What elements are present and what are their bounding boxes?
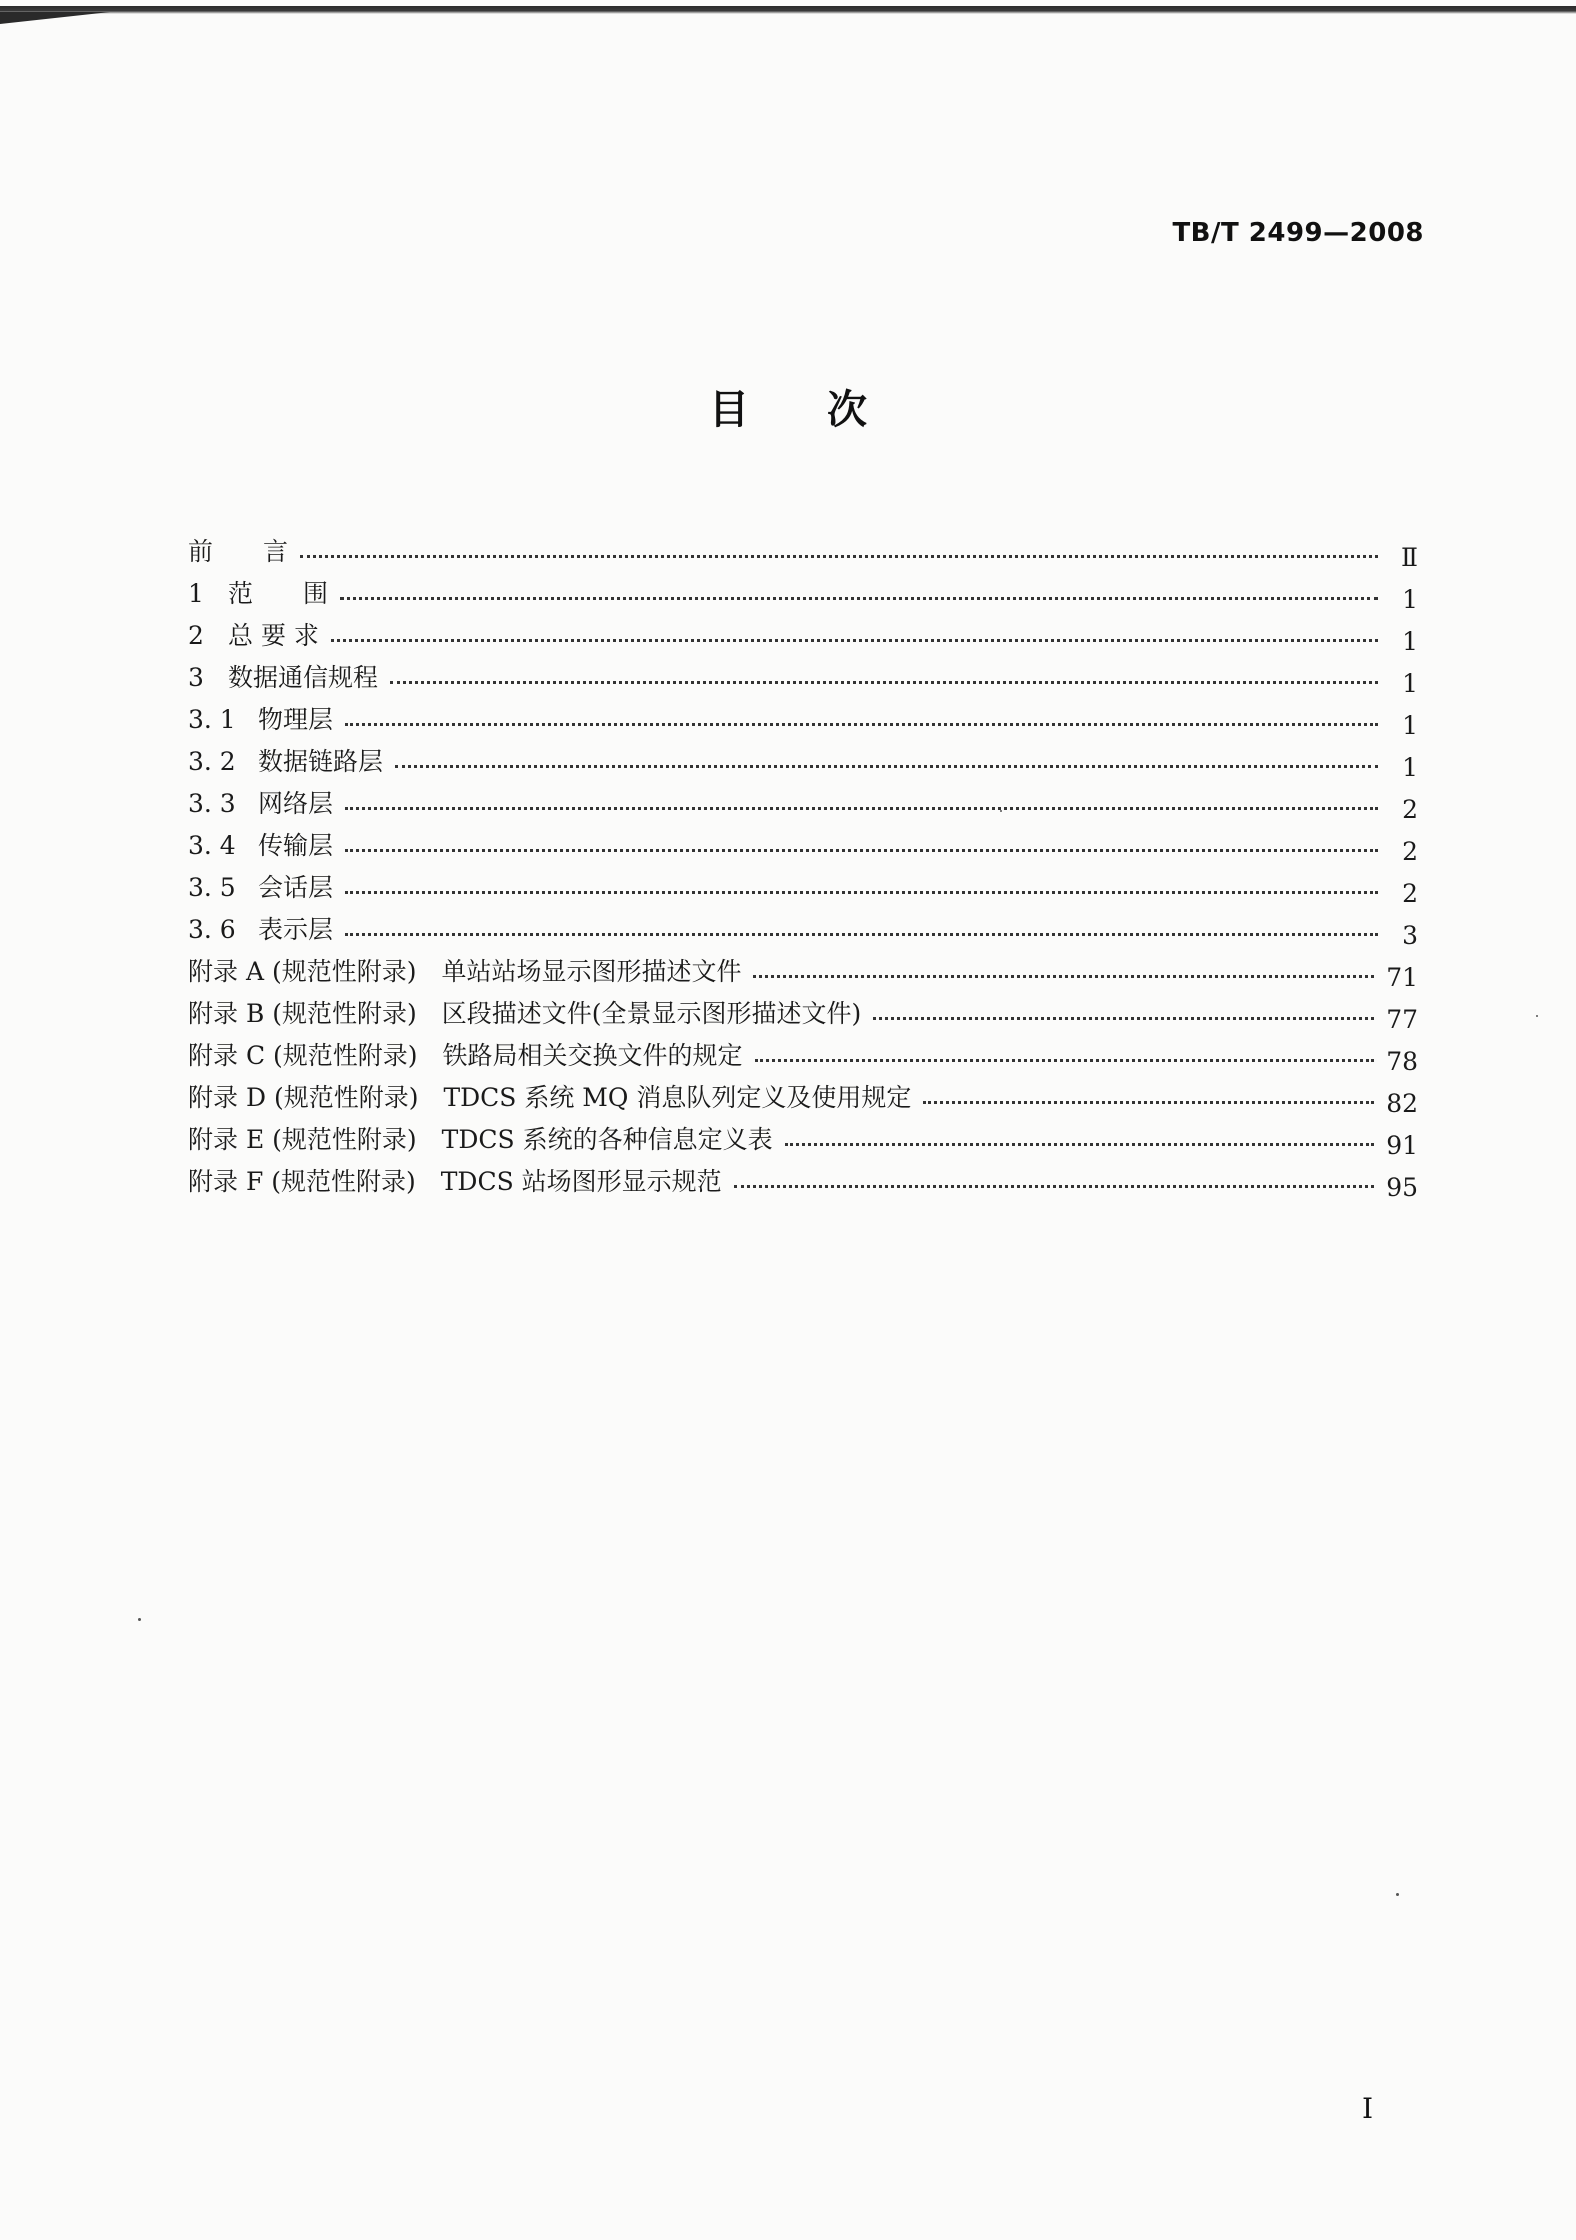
toc-entry-label: 附录 B (规范性附录) 区段描述文件(全景显示图形描述文件) — [188, 999, 862, 1028]
toc-entry-page: 95 — [1386, 1173, 1418, 1202]
document-number: TB/T 2499—2008 — [1172, 218, 1424, 248]
toc-entry-label: 会话层 — [258, 873, 334, 902]
toc-entry-appendix-b[interactable] — [188, 987, 1418, 1034]
toc-entry-page: 1 — [1402, 711, 1418, 740]
toc-entry-page: 82 — [1386, 1089, 1418, 1118]
toc-entry-page: 2 — [1402, 795, 1418, 824]
toc-entry-3-2[interactable] — [188, 735, 1418, 782]
toc-entry-label: 附录 A (规范性附录) 单站站场显示图形描述文件 — [188, 957, 742, 986]
toc-entry-number: 3 — [188, 663, 204, 692]
toc-list — [188, 525, 1418, 1202]
toc-title-char-1: 目 — [709, 387, 749, 433]
toc-entry-appendix-c[interactable] — [188, 1029, 1418, 1076]
dot-leader — [331, 639, 1378, 642]
toc-entry-page: 1 — [1402, 753, 1418, 782]
toc-entry-page: 71 — [1386, 963, 1418, 992]
toc-entry-page: Ⅱ — [1401, 543, 1418, 572]
dot-leader — [753, 975, 1374, 978]
toc-entry-3[interactable] — [188, 651, 1418, 698]
toc-entry-number: 2 — [188, 621, 204, 650]
toc-entry-label: 网络层 — [258, 789, 334, 818]
toc-entry-label: 物理层 — [258, 705, 334, 734]
toc-entry-number: 3. 5 — [188, 873, 236, 902]
dot-leader — [923, 1101, 1374, 1104]
dot-leader — [340, 597, 1378, 600]
toc-entry-number: 3. 6 — [188, 915, 236, 944]
toc-entry-3-4[interactable] — [188, 819, 1418, 866]
toc-entry-label: 数据通信规程 — [228, 663, 379, 692]
dot-leader — [345, 807, 1378, 810]
scan-border-wedge — [0, 12, 110, 24]
toc-entry-page: 1 — [1402, 669, 1418, 698]
toc-entry-label: 附录 F (规范性附录) TDCS 站场图形显示规范 — [188, 1167, 722, 1196]
toc-entry-3-3[interactable] — [188, 777, 1418, 824]
toc-entry-label: 表示层 — [258, 915, 334, 944]
toc-entry-appendix-f[interactable] — [188, 1155, 1418, 1202]
dot-leader — [873, 1017, 1374, 1020]
toc-entry-3-1[interactable] — [188, 693, 1418, 740]
toc-entry-1[interactable] — [188, 567, 1418, 614]
toc-entry-appendix-d[interactable] — [188, 1071, 1418, 1118]
toc-title-char-2: 次 — [827, 387, 867, 433]
toc-entry-label: 范 围 — [228, 579, 329, 608]
toc-entry-3-6[interactable] — [188, 903, 1418, 950]
toc-entry-label: 附录 E (规范性附录) TDCS 系统的各种信息定义表 — [188, 1125, 773, 1154]
toc-entry-label: 传输层 — [258, 831, 334, 860]
toc-title — [0, 378, 1576, 435]
toc-entry-page: 78 — [1386, 1047, 1418, 1076]
scan-speck — [1000, 810, 1002, 812]
toc-entry-foreword[interactable] — [188, 525, 1418, 572]
toc-entry-2[interactable] — [188, 609, 1418, 656]
scan-speck — [1536, 1015, 1538, 1017]
toc-entry-label: 总 要 求 — [228, 621, 319, 650]
toc-entry-page: 77 — [1386, 1005, 1418, 1034]
dot-leader — [345, 723, 1378, 726]
toc-entry-number: 3. 4 — [188, 831, 236, 860]
dot-leader — [734, 1185, 1375, 1188]
toc-entry-label: 附录 D (规范性附录) TDCS 系统 MQ 消息队列定义及使用规定 — [188, 1083, 912, 1112]
dot-leader — [345, 849, 1378, 852]
toc-entry-page: 2 — [1402, 837, 1418, 866]
toc-entry-page: 3 — [1402, 921, 1418, 950]
toc-entry-appendix-e[interactable] — [188, 1113, 1418, 1160]
toc-entry-label: 前 言 — [188, 537, 289, 566]
dot-leader — [755, 1059, 1375, 1062]
toc-entry-number: 1 — [188, 579, 204, 608]
toc-entry-3-5[interactable] — [188, 861, 1418, 908]
toc-entry-label: 数据链路层 — [258, 747, 384, 776]
dot-leader — [345, 933, 1378, 936]
toc-entry-number: 3. 1 — [188, 705, 236, 734]
toc-entry-page: 1 — [1402, 585, 1418, 614]
scan-speck — [1396, 1893, 1399, 1896]
toc-entry-page: 1 — [1402, 627, 1418, 656]
dot-leader — [785, 1143, 1375, 1146]
dot-leader — [395, 765, 1378, 768]
toc-entry-number: 3. 3 — [188, 789, 236, 818]
toc-entry-appendix-a[interactable] — [188, 945, 1418, 992]
page-number: I — [1362, 2092, 1374, 2125]
dot-leader — [345, 891, 1378, 894]
toc-entry-number: 3. 2 — [188, 747, 236, 776]
toc-entry-label: 附录 C (规范性附录) 铁路局相关交换文件的规定 — [188, 1041, 743, 1070]
scan-top-border — [0, 6, 1576, 14]
toc-entry-page: 2 — [1402, 879, 1418, 908]
scan-speck — [138, 1618, 141, 1621]
dot-leader — [390, 681, 1378, 684]
dot-leader — [300, 555, 1378, 558]
toc-entry-page: 91 — [1386, 1131, 1418, 1160]
